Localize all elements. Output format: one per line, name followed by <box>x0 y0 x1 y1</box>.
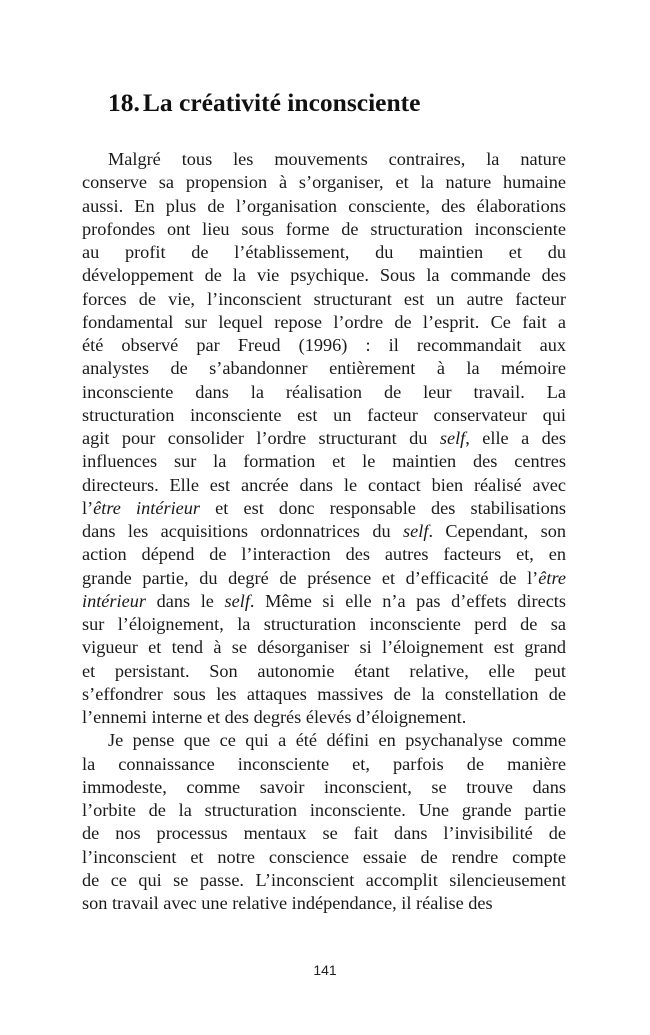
text-line: la connaissance inconsciente et, parfois de manière <box>82 753 566 774</box>
text-line: et persistant. Son autonomie étant relative, elle peut <box>82 660 566 681</box>
text-line: immodeste, comme savoir inconscient, se trouve dans <box>82 776 566 797</box>
text-line: été observé par Freud (1996) : il recommandait aux <box>82 335 566 355</box>
text-line: l’inconscient et notre conscience essaie de rendre compte <box>82 846 566 867</box>
text-line: l’ennemi interne et des degrés élevés d’éloignement. <box>82 707 467 727</box>
text-line: inconsciente dans la réalisation de leur travail. La <box>82 381 566 402</box>
text-line: dans les acquisitions ordonnatrices du self. Cependant, son <box>82 521 566 541</box>
text-line: au profit de l’établissement, du maintien et du <box>82 242 566 262</box>
text-line: Malgré tous les mouvements contraires, la nature <box>108 149 566 169</box>
text-line: conserve sa propension à s’organiser, et la nature humaine <box>82 172 566 193</box>
body-text <box>82 148 566 915</box>
text-line: développement de la vie psychique. Sous la commande des <box>82 265 566 286</box>
text-line: Je pense que ce qui a été défini en psychanalyse comme <box>108 730 566 751</box>
text-line: l’être intérieur et est donc responsable des stabilisations <box>82 497 566 518</box>
text-line: aussi. En plus de l’organisation consciente, des élaborations <box>82 195 566 216</box>
text-line: vigueur et tend à se désorganiser si l’éloignement est grand <box>82 637 566 658</box>
chapter-title <box>108 86 420 120</box>
text-line: intérieur dans le self. Même si elle n’a pas d’effets directs <box>82 590 566 611</box>
text-line: profondes ont lieu sous forme de structuration inconsciente <box>82 218 566 239</box>
text-line: agit pour consolider l’ordre structurant du self, elle a des <box>82 428 566 448</box>
text-line: influences sur la formation et le maintien des centres <box>82 451 566 472</box>
chapter-title-text: La créativité inconsciente <box>142 88 421 117</box>
text-line: forces de vie, l’inconscient structurant est un autre facteur <box>82 288 566 309</box>
text-line: s’effondrer sous les attaques massives de la constellation de <box>82 683 566 704</box>
text-line: son travail avec une relative indépendance, il réalise des <box>82 893 493 913</box>
chapter-number: 18. <box>108 88 140 117</box>
text-line: action dépend de l’interaction des autres facteurs et, en <box>82 544 566 565</box>
text-line: grande partie, du degré de présence et d’efficacité de l’être <box>82 567 566 588</box>
text-line: l’orbite de la structuration inconsciente. Une grande partie <box>82 800 566 820</box>
page-number: 141 <box>313 962 337 978</box>
text-line: de nos processus mentaux se fait dans l’invisibilité de <box>82 823 566 844</box>
text-line: fondamental sur lequel repose l’ordre de l’esprit. Ce fait a <box>82 311 566 332</box>
text-line: directeurs. Elle est ancrée dans le contact bien réalisé avec <box>82 474 566 495</box>
text-line: structuration inconsciente est un facteur conservateur qui <box>82 404 566 425</box>
text-line: sur l’éloignement, la structuration inconsciente perd de sa <box>82 614 566 634</box>
text-line: analystes de s’abandonner entièrement à la mémoire <box>82 358 566 379</box>
text-line: de ce qui se passe. L’inconscient accomplit silencieusement <box>82 869 566 890</box>
